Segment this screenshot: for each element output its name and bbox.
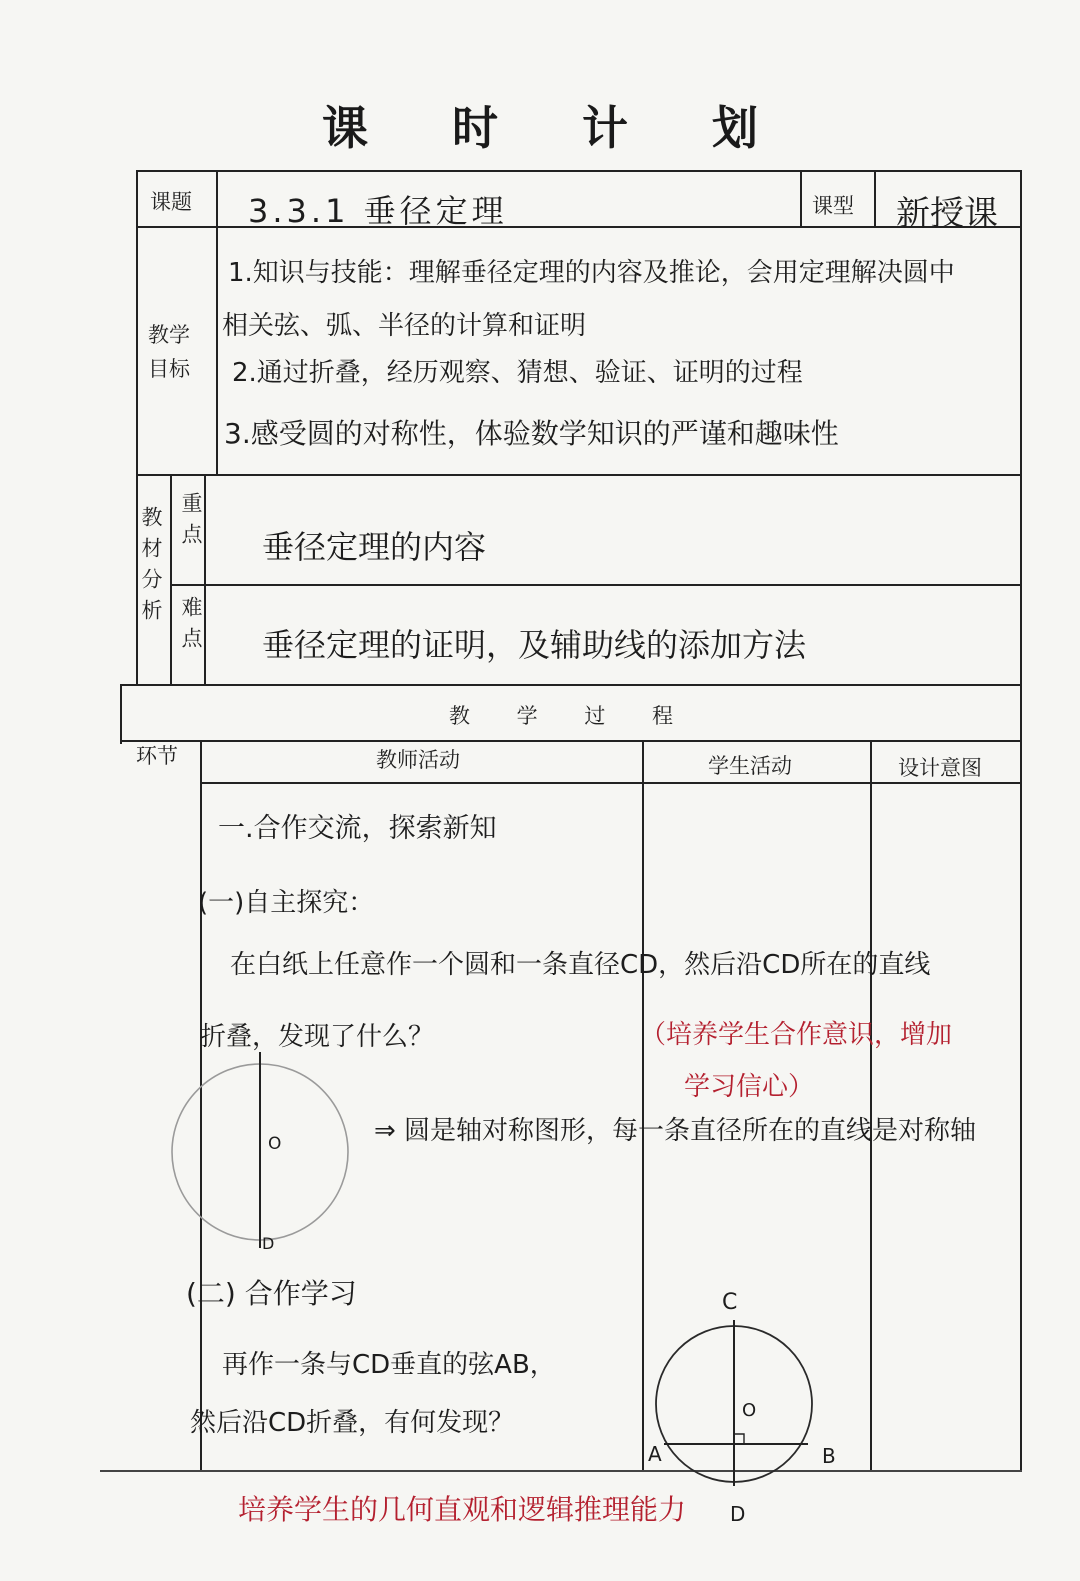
col-stage: 环节 xyxy=(136,744,178,768)
subsection-2-title: (二) 合作学习 xyxy=(186,1277,357,1310)
objective-line-3: 2.通过折叠，经历观察、猜想、验证、证明的过程 xyxy=(232,358,803,388)
diagram-1-end-label: D xyxy=(262,1234,275,1253)
circle-diagram-2 xyxy=(650,1318,820,1488)
red-note-1b: 学习信心） xyxy=(684,1072,815,1102)
diagram-2-bottom-label: D xyxy=(730,1502,746,1526)
red-note-2: 培养学生的几何直观和逻辑推理能力 xyxy=(238,1493,687,1526)
process-label: 教 学 过 程 xyxy=(448,704,694,728)
objective-line-1: 1.知识与技能：理解垂径定理的内容及推论，会用定理解决圆中 xyxy=(228,258,955,288)
difficult-point-value: 垂径定理的证明，及辅助线的添加方法 xyxy=(262,626,807,664)
diagram-1-center-label: O xyxy=(268,1134,282,1154)
red-note-1a: （培养学生合作意识，增加 xyxy=(640,1020,953,1050)
type-label: 课型 xyxy=(812,194,854,218)
topic-label: 课题 xyxy=(150,190,192,214)
diagram-2-right-label: B xyxy=(822,1444,836,1468)
col-teacher: 教师活动 xyxy=(376,748,460,772)
paragraph-1a: 在白纸上任意作一个圆和一条直径CD，然后沿CD所在的直线 xyxy=(230,950,931,980)
subsection-1-title: (一)自主探究： xyxy=(198,888,375,918)
objectives-label: 教学目标 xyxy=(148,323,190,381)
paragraph-1b: 折叠，发现了什么？ xyxy=(200,1022,435,1052)
diagram-2-left-label: A xyxy=(648,1442,662,1466)
paragraph-2a: 再作一条与CD垂直的弦AB， xyxy=(222,1350,556,1380)
analysis-label: 教材分析 xyxy=(139,506,163,630)
key-point-value: 垂径定理的内容 xyxy=(262,528,487,566)
circle-diagram-1 xyxy=(160,1052,370,1262)
objective-line-2: 相关弦、弧、半径的计算和证明 xyxy=(222,311,587,341)
col-design: 设计意图 xyxy=(898,756,982,780)
objective-line-4: 3.感受圆的对称性，体验数学知识的严谨和趣味性 xyxy=(224,417,839,450)
paragraph-2b: 然后沿CD折叠，有何发现？ xyxy=(190,1408,515,1438)
col-student: 学生活动 xyxy=(708,754,792,778)
diagram-2-center-label: O xyxy=(742,1400,757,1421)
key-point-label: 重点 xyxy=(179,492,203,554)
difficult-point-label: 难点 xyxy=(179,596,203,658)
type-value: 新授课 xyxy=(896,194,998,234)
section-1-title: 一.合作交流，探索新知 xyxy=(218,813,497,844)
page-title: 课 时 计 划 xyxy=(321,101,793,155)
conclusion-text: ⇒ 圆是轴对称图形，每一条直径所在的直线是对称轴 xyxy=(374,1116,977,1146)
diagram-2-top-label: C xyxy=(722,1290,738,1315)
topic-value: 3.3.1 垂径定理 xyxy=(248,192,508,230)
